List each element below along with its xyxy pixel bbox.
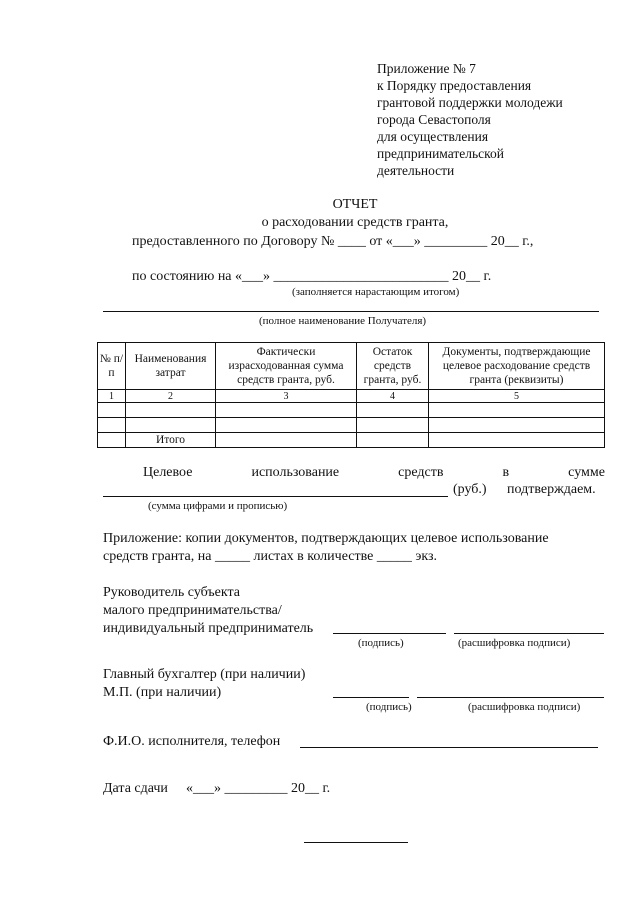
table-number-row — [98, 390, 605, 403]
sum-note: (сумма цифрами и прописью) — [148, 500, 288, 512]
confirmation-line — [143, 464, 605, 482]
sum-line — [103, 496, 448, 497]
column-number: 2 — [126, 390, 216, 403]
accountant-line: Главный бухгалтер (при наличии) — [103, 667, 306, 682]
appendix-line: к Порядку предоставления — [377, 78, 532, 93]
report-title: ОТЧЕТ — [332, 197, 378, 212]
confirmation-word: в — [502, 465, 510, 480]
head-block — [103, 584, 313, 638]
table-header: Остаток средств гранта, руб. — [357, 343, 429, 390]
status-note: (заполняется нарастающим итогом) — [292, 286, 460, 298]
head-decode-line — [454, 633, 604, 634]
column-number: 5 — [429, 390, 605, 403]
executor-line — [300, 747, 598, 748]
accountant-decode-note: (расшифровка подписи) — [468, 701, 581, 713]
table-row — [98, 418, 605, 433]
recipient-note: (полное наименование Получателя) — [259, 315, 427, 327]
table-header: № п/п — [98, 343, 126, 390]
table-row — [98, 403, 605, 418]
executor-label: Ф.И.О. исполнителя, телефон — [103, 734, 281, 749]
contract-line: предоставленного по Договору № ____ от «___» _________ 20__ г., — [132, 234, 534, 249]
head-sign-line — [333, 633, 446, 634]
column-number: 3 — [216, 390, 357, 403]
table-header: Наименования затрат — [126, 343, 216, 390]
attachment-line: Приложение: копии документов, подтверждающих целевое использование — [103, 531, 549, 546]
confirmation-word: средств — [398, 465, 444, 480]
attachment-line: средств гранта, на _____ листах в количестве _____ экз. — [103, 549, 437, 564]
table-total-row — [98, 433, 605, 448]
closing-rule — [304, 842, 408, 843]
table-header: Документы, подтверждающие целевое расходование средств гранта (реквизиты) — [429, 343, 605, 390]
appendix-line: для осуществления — [377, 129, 489, 144]
head-decode-note: (расшифровка подписи) — [458, 637, 571, 649]
confirmation-word: использование — [251, 465, 340, 480]
accountant-sign-note: (подпись) — [366, 701, 412, 713]
head-line: индивидуальный предприниматель — [103, 621, 314, 636]
appendix-line: деятельности — [377, 163, 455, 178]
accountant-sign-line — [333, 697, 409, 698]
status-line: по состоянию на «___» _________________________ 20__ г. — [132, 269, 492, 284]
confirm-label: подтверждаем. — [507, 482, 596, 497]
accountant-decode-line — [417, 697, 604, 698]
confirmation-word: Целевое — [143, 465, 193, 480]
appendix-line: предпринимательской — [377, 146, 505, 161]
accountant-block — [103, 666, 305, 702]
appendix-line: города Севастополя — [377, 112, 491, 127]
report-subtitle: о расходовании средств гранта, — [261, 215, 449, 230]
appendix-line: грантовой поддержки молодежи — [377, 95, 563, 110]
accountant-line: М.П. (при наличии) — [103, 685, 222, 700]
confirmation-word: сумме — [568, 465, 605, 480]
recipient-line — [103, 311, 599, 312]
delivery-date: «___» _________ 20__ г. — [186, 781, 331, 796]
appendix-block — [377, 60, 563, 179]
table-header: Фактически израсходованная сумма средств гранта, руб. — [216, 343, 357, 390]
table-header-row — [98, 343, 605, 390]
total-label: Итого — [126, 433, 216, 448]
column-number: 1 — [98, 390, 126, 403]
delivery-label: Дата сдачи — [103, 781, 168, 796]
head-line: малого предпринимательства/ — [103, 603, 282, 618]
expense-table — [97, 342, 605, 448]
column-number: 4 — [357, 390, 429, 403]
head-sign-note: (подпись) — [358, 637, 404, 649]
currency-label: (руб.) — [453, 482, 487, 497]
head-line: Руководитель субъекта — [103, 585, 240, 600]
appendix-line: Приложение № 7 — [377, 61, 476, 76]
